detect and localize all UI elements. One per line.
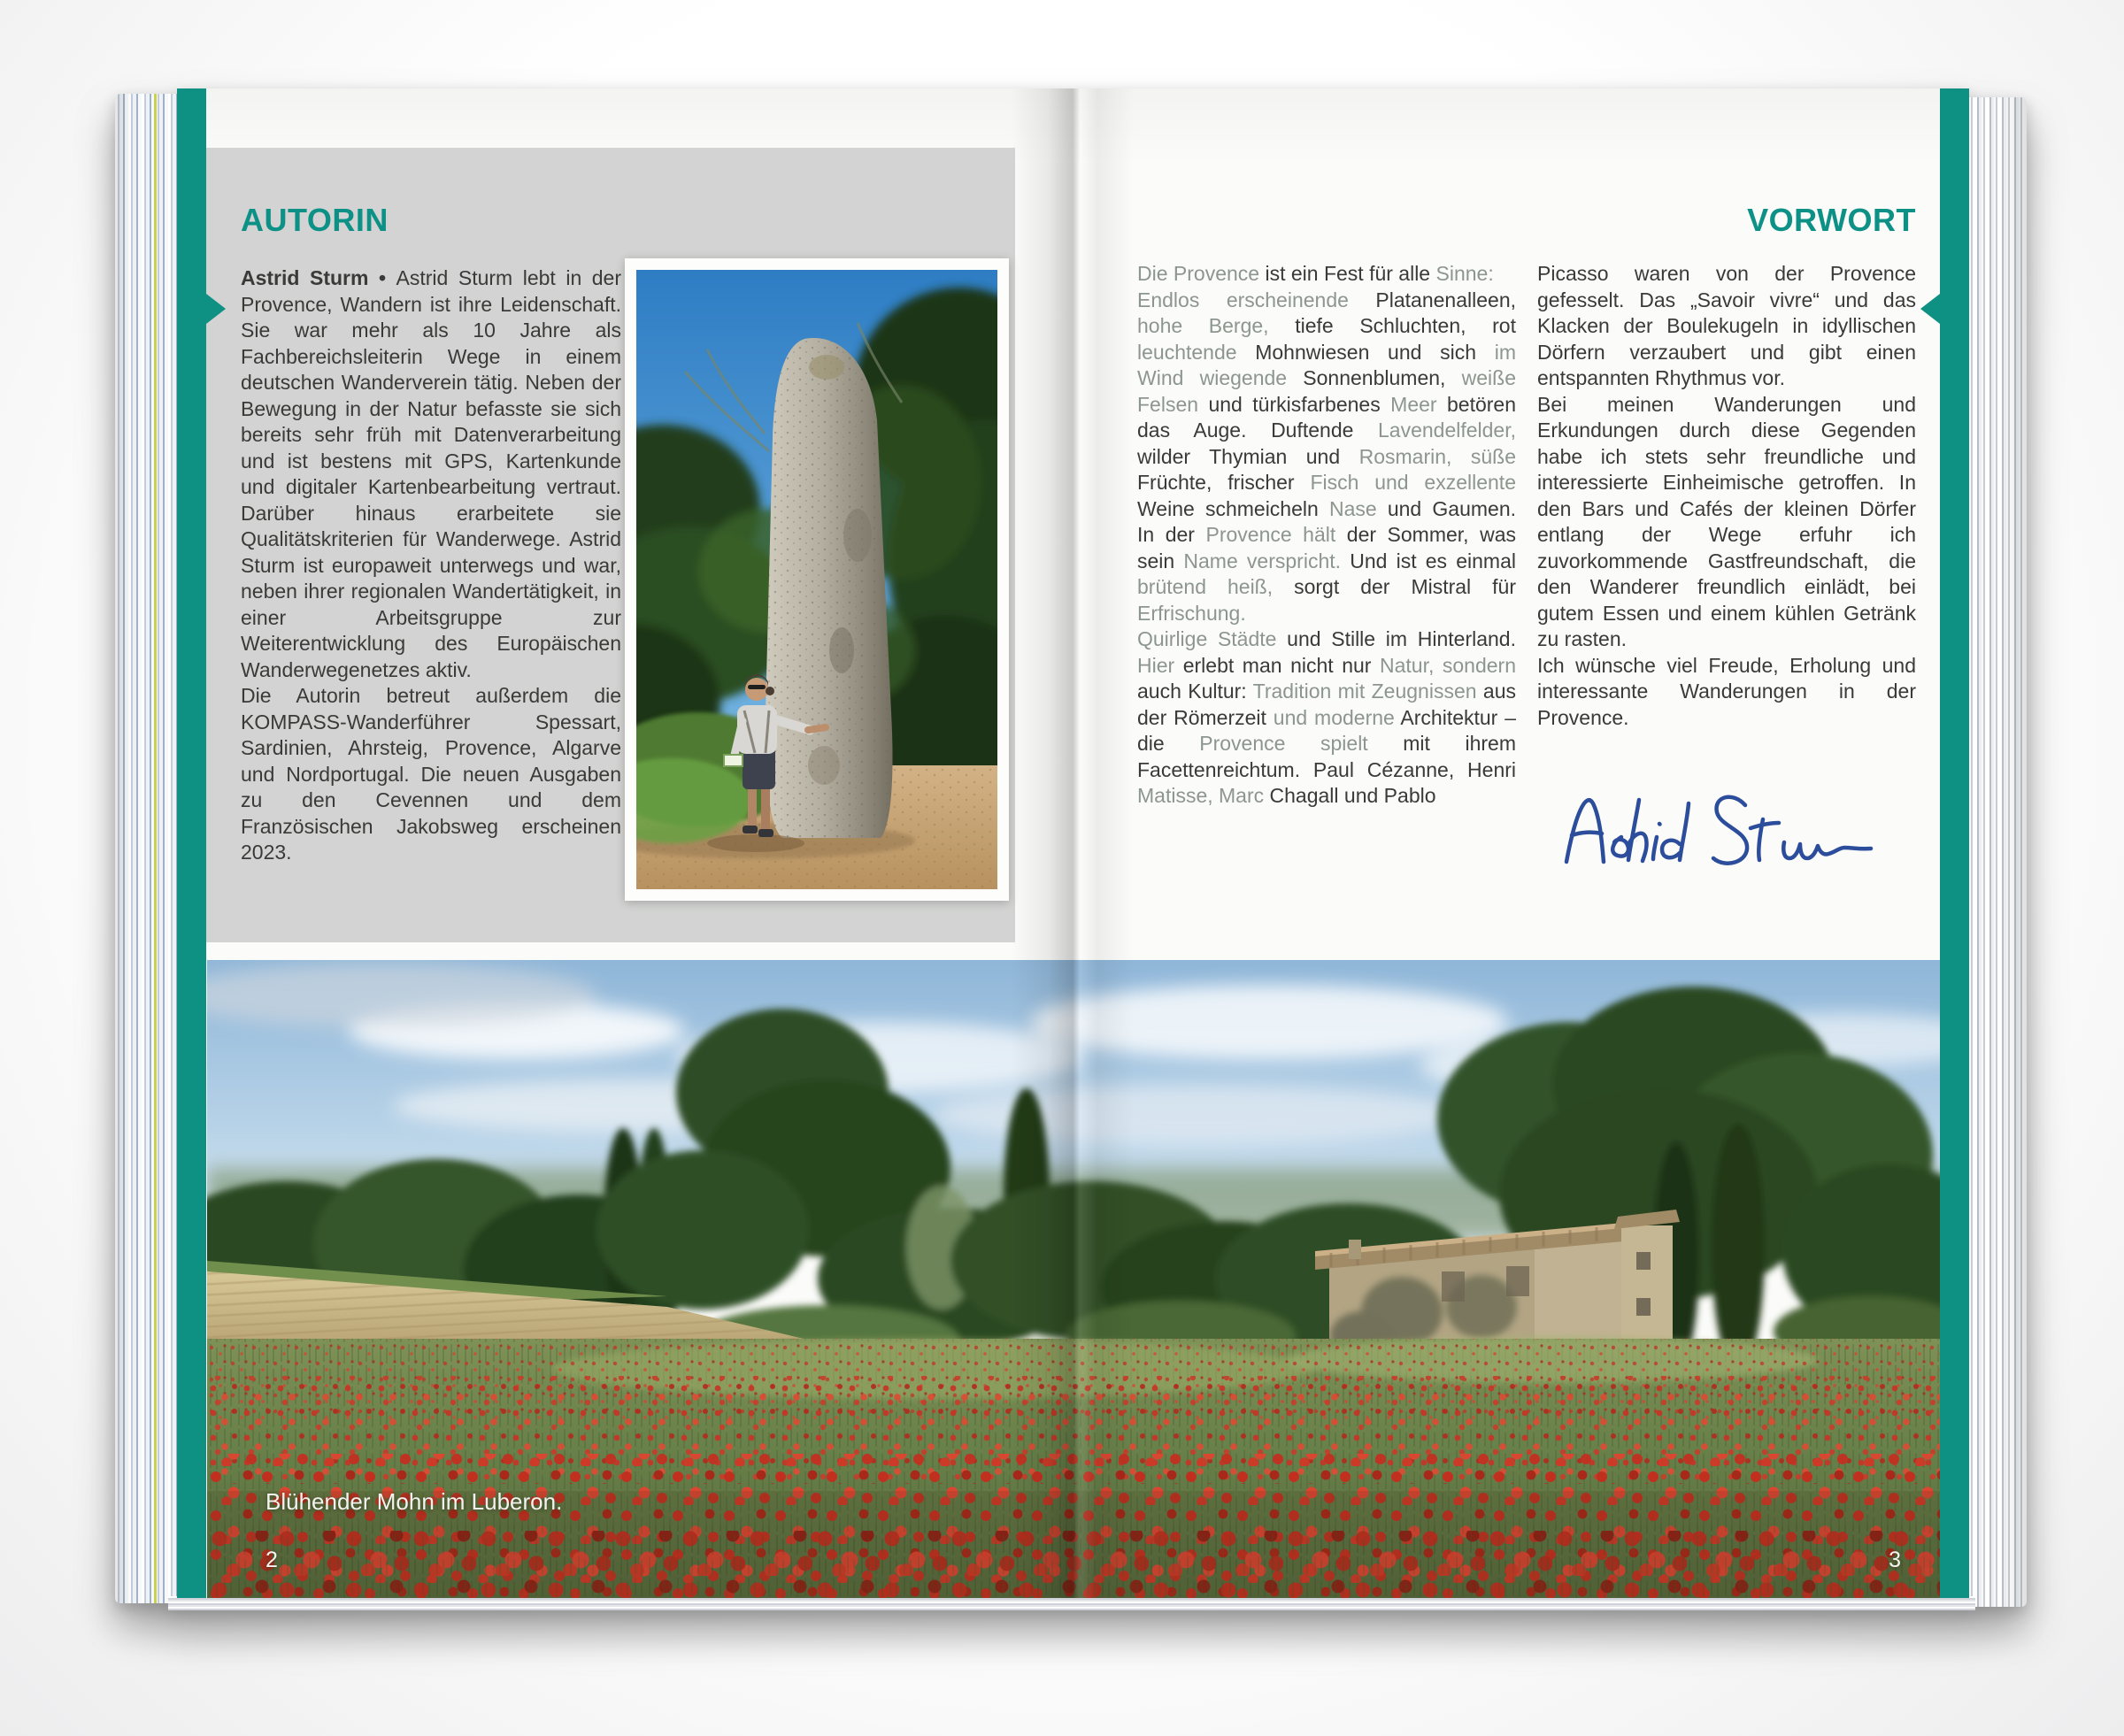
- poppy-field-photo: [207, 960, 1940, 1598]
- page-number-left: 2: [266, 1548, 278, 1572]
- menhir-stone: [766, 338, 893, 838]
- menhir-photo: [625, 258, 1009, 901]
- page-edges-left: [115, 94, 177, 1603]
- vorwort-column-1: Die Provence ist ein Fest für alle Sinne: Endlos erscheinende Platanenalleen, hohe Berge, tiefe Schluchten, rot leuchtende Mohnwiesen und sich im Wind wiegende Sonnenblumen, weiße Felsen und türkisfarbenes Meer betören das Auge. Duftende Lavendelfelder, wilder Thymian und Rosmarin, süße Früchte, frischer Fisch und exzellente Weine schmeicheln Nase und Gaumen. In der Provence hält der Sommer, was sein Name verspricht. Und ist es einmal brütend heiß, sorgt der Mistral für Erfrischung. Quirlige Städte und Stille im Hinterland. Hier erlebt man nicht nur Natur, sondern auch Kultur: Tradition mit Zeugnissen aus der Römerzeit und moderne Architektur – die Provence spielt mit ihrem Facettenreichtum. Paul Cézanne, Henri Matisse, Marc Chagall und Pablo: [1137, 262, 1517, 807]
- page-edges-right: [1969, 97, 2027, 1607]
- open-book: [115, 88, 2027, 1610]
- section-header-vorwort: VORWORT: [1747, 202, 1916, 238]
- accent-bar-left: [177, 88, 206, 1598]
- author-bio-text: Astrid Sturm • Astrid Sturm lebt in der Provence, Wandern ist ihre Leidenschaft. Sie war mehr als 10 Jahre als Fachbereichsleiterin Wege in einem deutschen Wanderverein tätig. Neben der Bewegung in der Natur befasste sie sich bereits sehr früh mit Datenverarbeitung und ist bestens mit GPS, Kartenkunde und digitaler Kartenbearbeitung vertraut. Darüber hinaus erarbeitete sie Qualitätskriterien für Wanderwege. Astrid Sturm ist europaweit unterwegs und war, neben ihrer regionalen Wandertätigkeit, in einer Arbeitsgruppe zur Weiterentwicklung des Europäischen Wanderwegenetzes aktiv. Die Autorin betreut außerdem die KOMPASS-Wanderführer Spessart, Sardinien, Ahrsteig, Provence, Algarve und Nordportugal. Die neuen Ausgaben zu den Cevennen und dem Französischen Jakobsweg erscheinen 2023.: [241, 266, 622, 864]
- author-signature: [1547, 768, 1883, 901]
- page-spread: [177, 88, 1969, 1598]
- page-edges-bottom: [168, 1596, 1975, 1610]
- menhir-photo-art: [636, 270, 997, 889]
- section-header-autorin: AUTORIN: [241, 202, 389, 238]
- header-arrow-right-icon: [206, 294, 226, 324]
- page-number-right: 3: [1889, 1548, 1901, 1572]
- header-arrow-left-icon: [1920, 294, 1940, 324]
- photo-caption: Blühender Mohn im Luberon.: [266, 1488, 563, 1515]
- vorwort-column-2: Picasso waren von der Provence gefesselt. Das „Savoir vivre“ und das Klacken der Boulekugeln in idyllischen Dörfern verzaubert und gibt einen entspannten Rhythmus vor. Bei meinen Wanderungen und Erkundungen durch diese Gegenden habe ich stets sehr freundliche und interessierte Einheimische getroffen. In den Bars und Cafés der kleinen Dörfer entlang der Wege erfuhr ich zuvorkommende Gastfreundschaft, die den Wanderer freundlich einlädt, bei gutem Essen und einem kühlen Getränk zu rasten. Ich wünsche viel Freude, Erholung und interessante Wanderungen in der Provence.: [1537, 262, 1916, 729]
- accent-bar-right: [1940, 88, 1969, 1598]
